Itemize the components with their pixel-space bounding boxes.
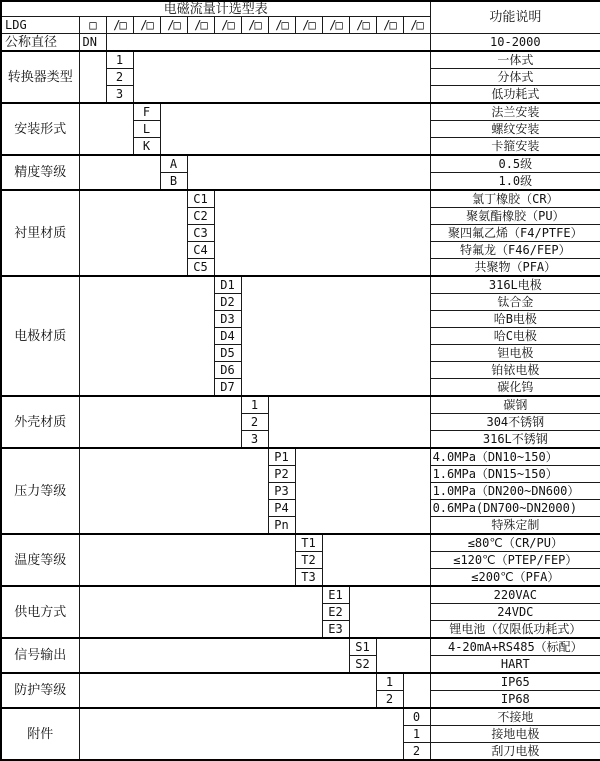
option-description: 24VDC — [430, 604, 600, 621]
model-base-box: □ — [79, 17, 106, 34]
option-description: 220VAC — [430, 586, 600, 604]
option-description: 1.6MPa（DN15~150） — [430, 466, 600, 483]
option-description: 卡箍安装 — [430, 138, 600, 156]
spacer-cell — [79, 586, 322, 638]
option-description: ≤120℃（PTEP/FEP） — [430, 552, 600, 569]
option-code: D7 — [214, 379, 241, 397]
option-description: 316L电极 — [430, 276, 600, 294]
option-code: A — [160, 155, 187, 173]
option-description: 哈C电极 — [430, 328, 600, 345]
option-code: C3 — [187, 225, 214, 242]
option-description: 氯丁橡胶（CR） — [430, 190, 600, 208]
spacer-cell — [187, 155, 430, 190]
option-description: 碳化钨 — [430, 379, 600, 397]
option-code: 1 — [403, 726, 430, 743]
model-slash-box: /□ — [322, 17, 349, 34]
option-description: 4-20mA+RS485（标配） — [430, 638, 600, 656]
option-code: D4 — [214, 328, 241, 345]
option-description: 1.0级 — [430, 173, 600, 191]
option-code: 2 — [106, 69, 133, 86]
option-description: 特殊定制 — [430, 517, 600, 535]
option-code: T3 — [295, 569, 322, 587]
option-description: 1.0MPa（DN200~DN600） — [430, 483, 600, 500]
option-code: C5 — [187, 259, 214, 277]
option-code: DN — [79, 34, 106, 52]
spacer-cell — [79, 190, 187, 276]
spacer-cell — [79, 534, 295, 586]
category-label-signal-output: 信号输出 — [1, 638, 79, 673]
option-code: 0 — [403, 708, 430, 726]
option-code: K — [133, 138, 160, 156]
option-code: D6 — [214, 362, 241, 379]
option-description: 刮刀电极 — [430, 743, 600, 761]
option-description: 不接地 — [430, 708, 600, 726]
option-code: E2 — [322, 604, 349, 621]
option-code: L — [133, 121, 160, 138]
option-description: ≤200℃（PFA） — [430, 569, 600, 587]
option-code: 2 — [241, 414, 268, 431]
option-description: 聚四氟乙烯（F4/PTFE） — [430, 225, 600, 242]
option-description: HART — [430, 656, 600, 674]
option-code: B — [160, 173, 187, 191]
option-code: D3 — [214, 311, 241, 328]
spacer-cell — [79, 638, 349, 673]
option-code: E1 — [322, 586, 349, 604]
option-description: 0.6MPa(DN700~DN2000) — [430, 500, 600, 517]
option-code: 2 — [376, 691, 403, 709]
option-code: D2 — [214, 294, 241, 311]
option-description: 10-2000 — [430, 34, 600, 52]
spacer-cell — [133, 51, 430, 103]
spacer-cell — [106, 34, 430, 52]
option-description: 钽电极 — [430, 345, 600, 362]
option-description: 钛合金 — [430, 294, 600, 311]
spacer-cell — [322, 534, 430, 586]
model-slash-box: /□ — [106, 17, 133, 34]
model-slash-box: /□ — [349, 17, 376, 34]
spacer-cell — [79, 396, 241, 448]
option-description: 4.0MPa（DN10~150） — [430, 448, 600, 466]
category-label-housing: 外壳材质 — [1, 396, 79, 448]
option-code: C2 — [187, 208, 214, 225]
spacer-cell — [79, 51, 106, 103]
category-label-pressure: 压力等级 — [1, 448, 79, 534]
category-label-protection: 防护等级 — [1, 673, 79, 708]
option-code: 2 — [403, 743, 430, 761]
model-slash-box: /□ — [214, 17, 241, 34]
category-label-electrode: 电极材质 — [1, 276, 79, 396]
option-description: 分体式 — [430, 69, 600, 86]
option-description: 316L不锈钢 — [430, 431, 600, 449]
option-description: 法兰安装 — [430, 103, 600, 121]
spacer-cell — [79, 448, 268, 534]
spacer-cell — [295, 448, 430, 534]
spacer-cell — [79, 155, 160, 190]
function-column-header: 功能说明 — [430, 1, 600, 34]
category-label-power-supply: 供电方式 — [1, 586, 79, 638]
model-slash-box: /□ — [403, 17, 430, 34]
option-description: IP68 — [430, 691, 600, 709]
option-code: P3 — [268, 483, 295, 500]
option-description: 低功耗式 — [430, 86, 600, 104]
option-code: S1 — [349, 638, 376, 656]
spacer-cell — [241, 276, 430, 396]
spacer-cell — [79, 103, 133, 155]
option-code: S2 — [349, 656, 376, 674]
option-description: 共聚物（PFA） — [430, 259, 600, 277]
option-description: 304不锈钢 — [430, 414, 600, 431]
spacer-cell — [268, 396, 430, 448]
option-code: T1 — [295, 534, 322, 552]
model-slash-box: /□ — [241, 17, 268, 34]
option-code: 1 — [376, 673, 403, 691]
category-label-diameter: 公称直径 — [1, 34, 79, 52]
option-code: D5 — [214, 345, 241, 362]
option-description: 0.5级 — [430, 155, 600, 173]
option-code: P1 — [268, 448, 295, 466]
option-description: 一体式 — [430, 51, 600, 69]
category-label-temperature: 温度等级 — [1, 534, 79, 586]
option-code: 3 — [241, 431, 268, 449]
model-slash-box: /□ — [376, 17, 403, 34]
option-description: ≤80℃（CR/PU） — [430, 534, 600, 552]
option-description: 哈B电极 — [430, 311, 600, 328]
option-code: C1 — [187, 190, 214, 208]
option-description: 锂电池（仅限低功耗式） — [430, 621, 600, 639]
spacer-cell — [160, 103, 430, 155]
spacer-cell — [349, 586, 430, 638]
spacer-cell — [79, 673, 376, 708]
category-label-accuracy: 精度等级 — [1, 155, 79, 190]
option-description: 聚氨酯橡胶（PU） — [430, 208, 600, 225]
option-description: 接地电极 — [430, 726, 600, 743]
model-slash-box: /□ — [187, 17, 214, 34]
option-description: 碳钢 — [430, 396, 600, 414]
spacer-cell — [376, 638, 430, 673]
spacer-cell — [403, 673, 430, 708]
option-code: Pn — [268, 517, 295, 535]
model-slash-box: /□ — [160, 17, 187, 34]
category-label-accessories: 附件 — [1, 708, 79, 760]
option-code: T2 — [295, 552, 322, 569]
option-code: F — [133, 103, 160, 121]
spacer-cell — [79, 276, 214, 396]
option-code: 1 — [106, 51, 133, 69]
option-description: 特氟龙（F46/FEP） — [430, 242, 600, 259]
category-label-converter-type: 转换器类型 — [1, 51, 79, 103]
category-label-liner: 衬里材质 — [1, 190, 79, 276]
option-code: P4 — [268, 500, 295, 517]
option-description: 铂铱电极 — [430, 362, 600, 379]
option-code: 1 — [241, 396, 268, 414]
category-label-mounting: 安装形式 — [1, 103, 79, 155]
option-code: P2 — [268, 466, 295, 483]
option-code: C4 — [187, 242, 214, 259]
spacer-cell — [214, 190, 430, 276]
option-description: IP65 — [430, 673, 600, 691]
option-code: E3 — [322, 621, 349, 639]
option-code: 3 — [106, 86, 133, 104]
model-slash-box: /□ — [295, 17, 322, 34]
table-title: 电磁流量计选型表 — [1, 1, 430, 17]
model-slash-box: /□ — [268, 17, 295, 34]
model-slash-box: /□ — [133, 17, 160, 34]
option-description: 螺纹安装 — [430, 121, 600, 138]
model-prefix-label: LDG — [1, 17, 79, 34]
option-code: D1 — [214, 276, 241, 294]
